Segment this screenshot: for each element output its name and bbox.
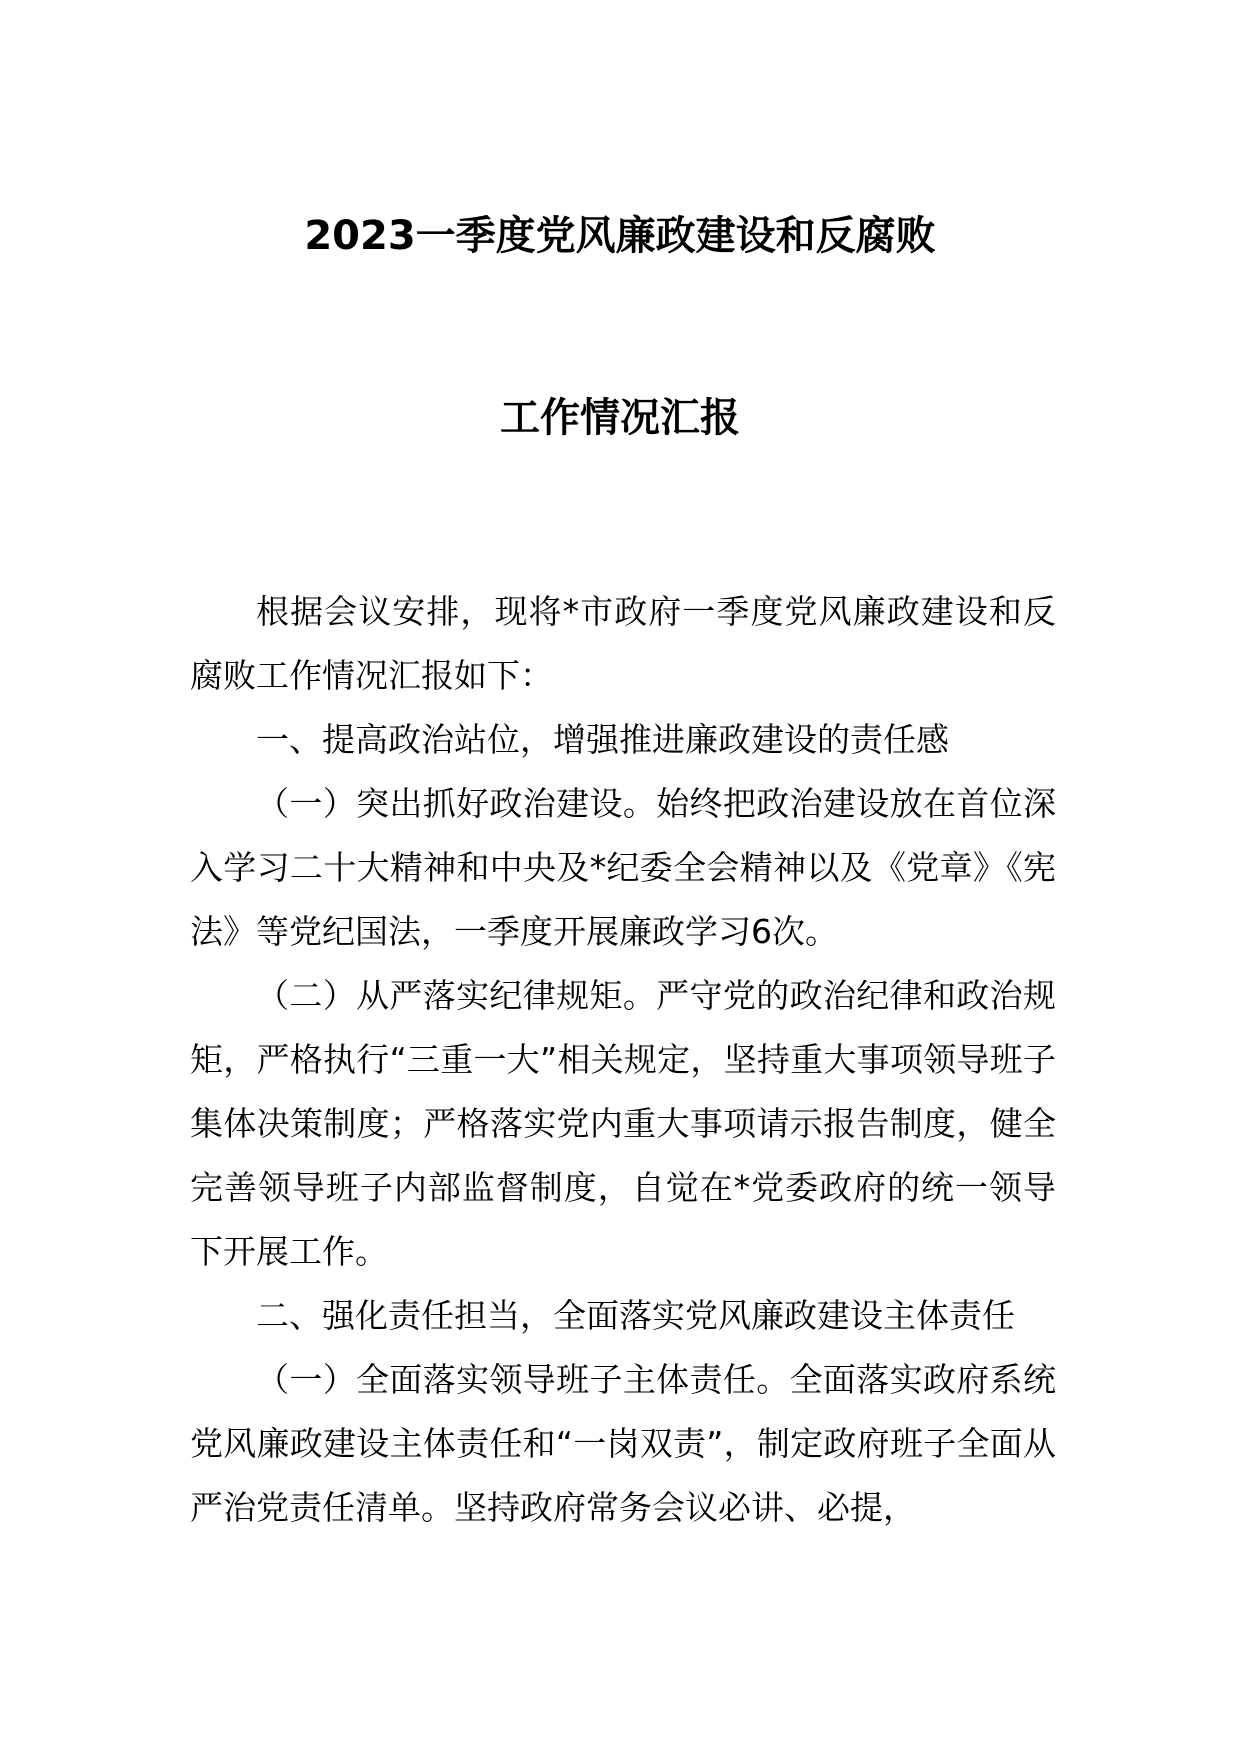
document-title-line-1: 2023一季度党风廉政建设和反腐败 <box>304 213 936 259</box>
paragraph-1-1: （一）突出抓好政治建设。始终把政治建设放在首位深入学习二十大精神和中央及*纪委全会精神以及《党章》《宪法》等党纪国法，一季度开展廉政学习6次。 <box>190 784 1056 951</box>
document-title-line-2: 工作情况汇报 <box>500 395 740 441</box>
paragraph-2-1: （一）全面落实领导班子主体责任。全面落实政府系统党风廉政建设主体责任和“一岗双责”，制定政府班子全面从严治党责任清单。坚持政府常务会议必讲、必提， <box>190 1360 1056 1527</box>
section-heading-2: 二、强化责任担当，全面落实党风廉政建设主体责任 <box>256 1296 1015 1335</box>
paragraph-intro: 根据会议安排，现将*市政府一季度党风廉政建设和反腐败工作情况汇报如下： <box>190 592 1056 695</box>
section-heading-1: 一、提高政治站位，增强推进廉政建设的责任感 <box>256 720 949 759</box>
paragraph-1-2: （二）从严落实纪律规矩。严守党的政治纪律和政治规矩，严格执行“三重一大”相关规定，坚持重大事项领导班子集体决策制度；严格落实党内重大事项请示报告制度，健全完善领导班子内部监督制度，自觉在*党委政府的统一领导下开展工作。 <box>190 976 1056 1271</box>
document-body <box>190 580 1056 1540</box>
